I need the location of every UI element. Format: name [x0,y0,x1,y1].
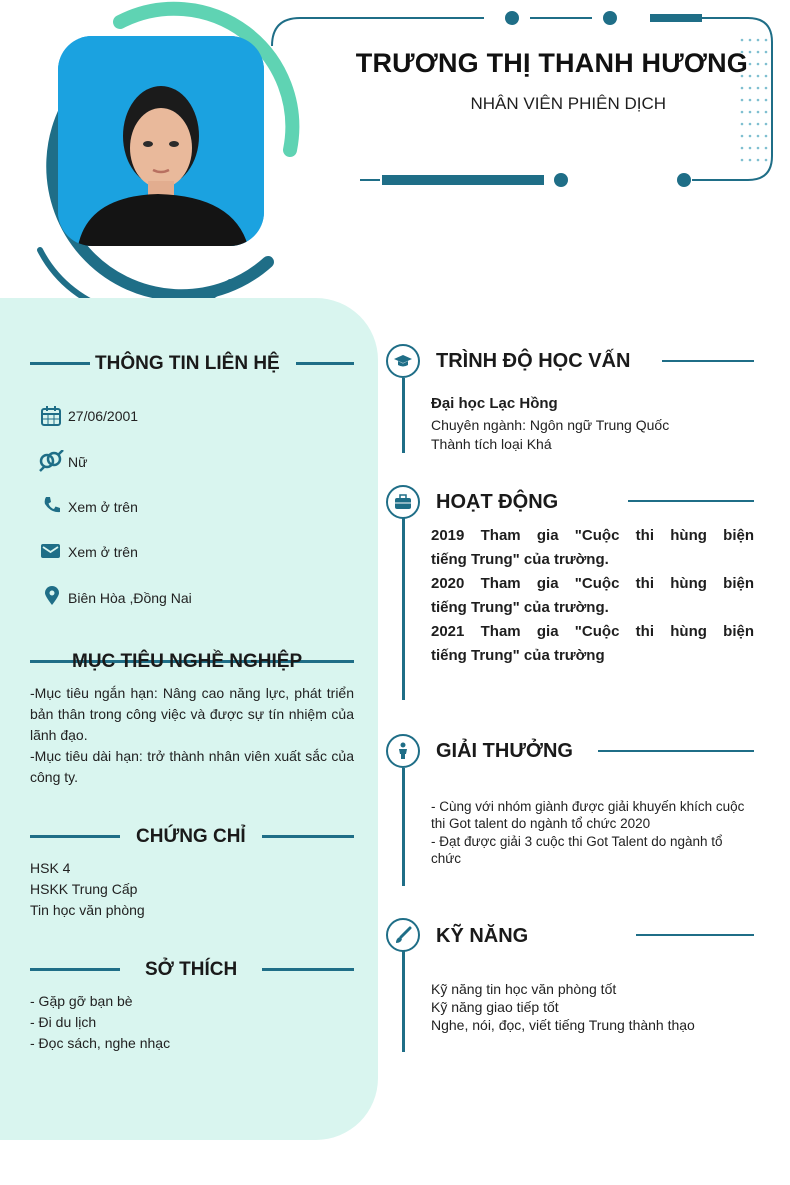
award-item: - Cùng với nhóm giành được giải khuyến khích cuộc thi Got talent do ngành tổ chức 2020 [431,799,745,831]
profile-photo [58,36,264,246]
calendar-icon [40,405,62,432]
objective-long-term: -Mục tiêu dài hạn: trở thành nhân viên xuất sắc của công ty. [30,748,354,785]
timeline-line [402,768,405,886]
contact-section-title: THÔNG TIN LIÊN HỆ [95,353,280,374]
phone-icon [43,496,61,519]
email-value: Xem ở trên [68,544,138,560]
activity-item-line: 2021 Tham gia "Cuộc thi hùng biện [431,623,754,640]
divider [628,500,754,502]
graduation-cap-icon [386,344,420,378]
timeline-line [402,950,405,1052]
hobbies-section-title: SỞ THÍCH [145,959,238,980]
divider [598,750,754,752]
timeline-line [402,378,405,453]
birthday-value: 27/06/2001 [68,408,139,424]
skill-item: Nghe, nói, đọc, viết tiếng Trung thành thạo [431,1017,695,1033]
hobby-item: - Đọc sách, nghe nhạc [30,1035,171,1051]
skill-item: Kỹ năng giao tiếp tốt [431,999,559,1015]
divider [636,934,754,936]
activity-item-line: 2019 Tham gia "Cuộc thi hùng biện [431,527,754,544]
gender-value: Nữ [68,454,88,470]
activity-item-line: tiếng Trung" của trường. [431,599,609,616]
objective-short-term: -Mục tiêu ngắn hạn: Nâng cao năng lực, phát triển bản thân trong công việc và được sự tín nhiệm của lãnh đạo. [30,685,354,743]
briefcase-icon [386,485,420,519]
certificate-item: Tin học văn phòng [30,902,145,918]
education-major: Chuyên ngành: Ngôn ngữ Trung Quốc [431,417,670,433]
divider [262,835,354,838]
hobby-item: - Gặp gỡ bạn bè [30,993,133,1009]
timeline-line [402,518,405,700]
hobby-item: - Đi du lịch [30,1014,97,1030]
phone-value: Xem ở trên [68,499,138,515]
location-pin-icon [44,586,60,611]
divider [296,362,354,365]
skills-section-title: KỸ NĂNG [436,925,529,947]
certificate-item: HSKK Trung Cấp [30,881,138,897]
activity-list [431,524,754,668]
award-item: - Đạt được giải 3 cuộc thi Got Talent do ngành tổ chức [431,834,723,866]
divider [662,360,754,362]
awards-section-title: GIẢI THƯỞNG [436,740,573,762]
certificates-section-title: CHỨNG CHỈ [136,826,246,847]
address-value: Biên Hòa ,Đồng Nai [68,590,192,606]
candidate-name: TRƯƠNG THỊ THANH HƯƠNG [355,48,748,78]
email-icon [40,542,62,565]
award-person-icon [386,734,420,768]
divider [30,968,120,971]
activity-item-line: 2020 Tham gia "Cuộc thi hùng biện [431,575,754,592]
paintbrush-icon [386,918,420,952]
activity-item-line: tiếng Trung" của trường. [431,551,609,568]
activities-section-title: HOẠT ĐỘNG [436,491,559,513]
divider [30,362,90,365]
education-section-title: TRÌNH ĐỘ HỌC VẤN [436,350,631,372]
objective-section-title: MỤC TIÊU NGHỀ NGHIỆP [72,651,303,672]
activity-item-line: tiếng Trung" của trường [431,647,605,664]
divider [30,835,120,838]
education-achievement: Thành tích loại Khá [431,436,552,452]
person-portrait-icon [58,36,264,246]
skill-item: Kỹ năng tin học văn phòng tốt [431,981,617,997]
gender-icon [38,450,64,477]
job-title: NHÂN VIÊN PHIÊN DỊCH [470,94,666,113]
divider [262,968,354,971]
school-name: Đại học Lạc Hồng [431,395,558,412]
certificate-item: HSK 4 [30,860,71,876]
